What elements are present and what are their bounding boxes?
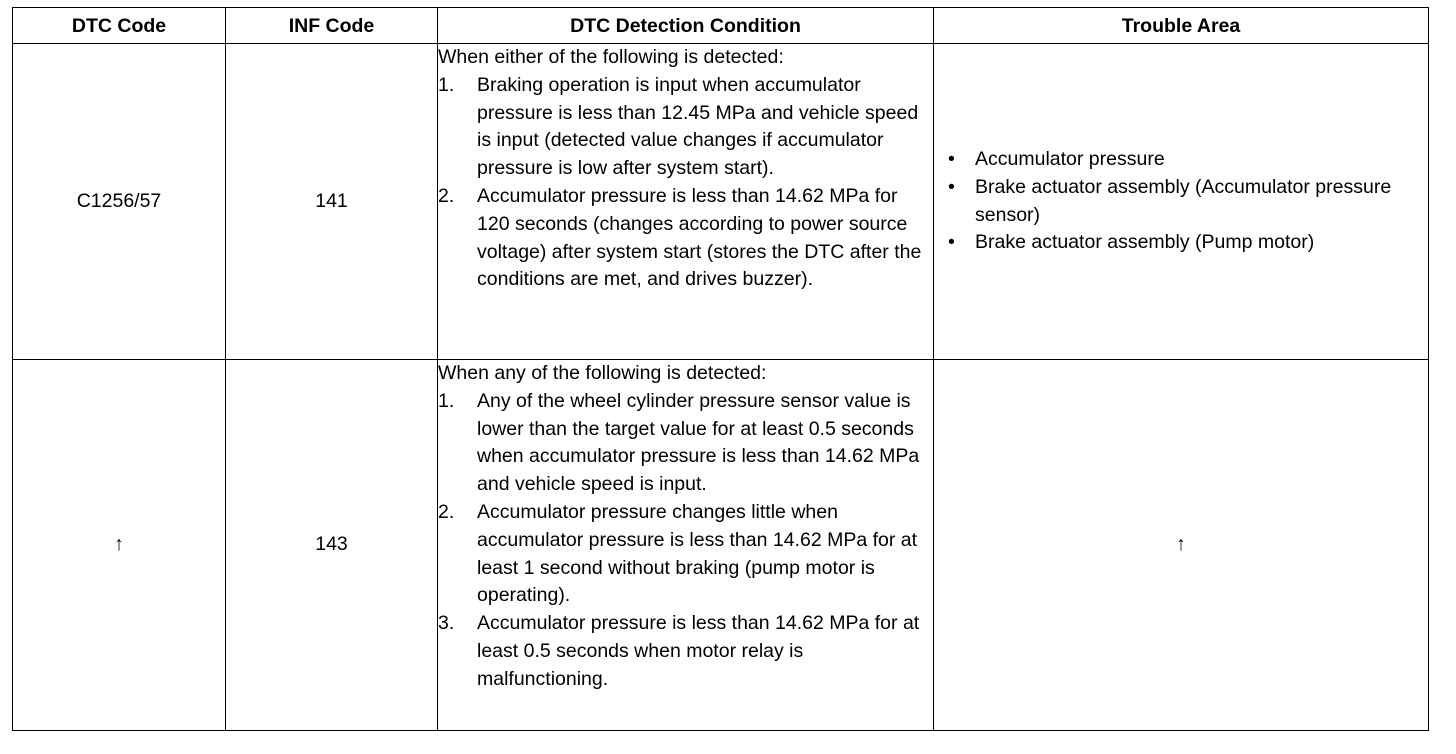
- table-row: [13, 44, 1429, 360]
- dtc-code-same-arrow-icon: ↑: [13, 360, 226, 731]
- trouble-area-cell: [934, 44, 1429, 360]
- bullet-icon: •: [948, 175, 955, 198]
- bullet-icon: •: [948, 147, 955, 170]
- inf-code-cell: 143: [226, 360, 438, 731]
- condition-number: 1.: [438, 73, 455, 96]
- trouble-area-same-arrow-icon: ↑: [934, 360, 1429, 731]
- trouble-area-text: Brake actuator assembly (Pump motor): [975, 231, 1315, 254]
- condition-intro: When any of the following is detected:: [438, 362, 767, 384]
- trouble-area-list: [934, 146, 1428, 257]
- condition-number: 2.: [438, 184, 455, 207]
- trouble-area-item: [934, 146, 1428, 174]
- header-inf-code: INF Code: [226, 8, 438, 44]
- header-row: [13, 8, 1429, 44]
- condition-text: Accumulator pressure changes little when accumulator pressure is less than 14.62 MPa for at least 1 second without braking (pump motor is operating).: [477, 500, 918, 607]
- condition-item: [438, 183, 933, 294]
- condition-item: [438, 388, 933, 499]
- condition-number: 1.: [438, 389, 455, 412]
- header-dtc-code: DTC Code: [13, 8, 226, 44]
- bullet-icon: •: [948, 231, 955, 254]
- header-detection-condition: DTC Detection Condition: [438, 8, 934, 44]
- condition-intro: When either of the following is detected:: [438, 46, 784, 68]
- condition-text: Any of the wheel cylinder pressure sensor value is lower than the target value for at least 0.5 seconds when accumulator pressure is less than 14.62 MPa and vehicle speed is input.: [477, 389, 920, 496]
- header-trouble-area: Trouble Area: [934, 8, 1429, 44]
- condition-text: Accumulator pressure is less than 14.62 MPa for 120 seconds (changes according to power source voltage) after system start (stores the DTC after the conditions are met, and drives buzzer).: [477, 184, 922, 291]
- condition-item: [438, 499, 933, 610]
- condition-list: [438, 388, 933, 694]
- table-row: [13, 360, 1429, 731]
- condition-list: [438, 72, 933, 294]
- condition-text: Accumulator pressure is less than 14.62 MPa for at least 0.5 seconds when motor relay is malfunctioning.: [477, 612, 920, 690]
- condition-number: 3.: [438, 612, 455, 635]
- trouble-area-item: [934, 229, 1428, 257]
- condition-item: [438, 610, 933, 693]
- dtc-code-cell: C1256/57: [13, 44, 226, 360]
- dtc-table: [12, 7, 1429, 731]
- trouble-area-text: Accumulator pressure: [975, 147, 1165, 170]
- condition-text: Braking operation is input when accumulator pressure is less than 12.45 MPa and vehicle speed is input (detected value changes if accumulator pressure is low after system start).: [477, 73, 919, 180]
- detection-condition-cell: [438, 44, 934, 360]
- condition-number: 2.: [438, 500, 455, 523]
- condition-item: [438, 72, 933, 183]
- trouble-area-item: [934, 174, 1428, 230]
- detection-condition-cell: [438, 360, 934, 731]
- inf-code-cell: 141: [226, 44, 438, 360]
- trouble-area-text: Brake actuator assembly (Accumulator pressure sensor): [975, 175, 1392, 226]
